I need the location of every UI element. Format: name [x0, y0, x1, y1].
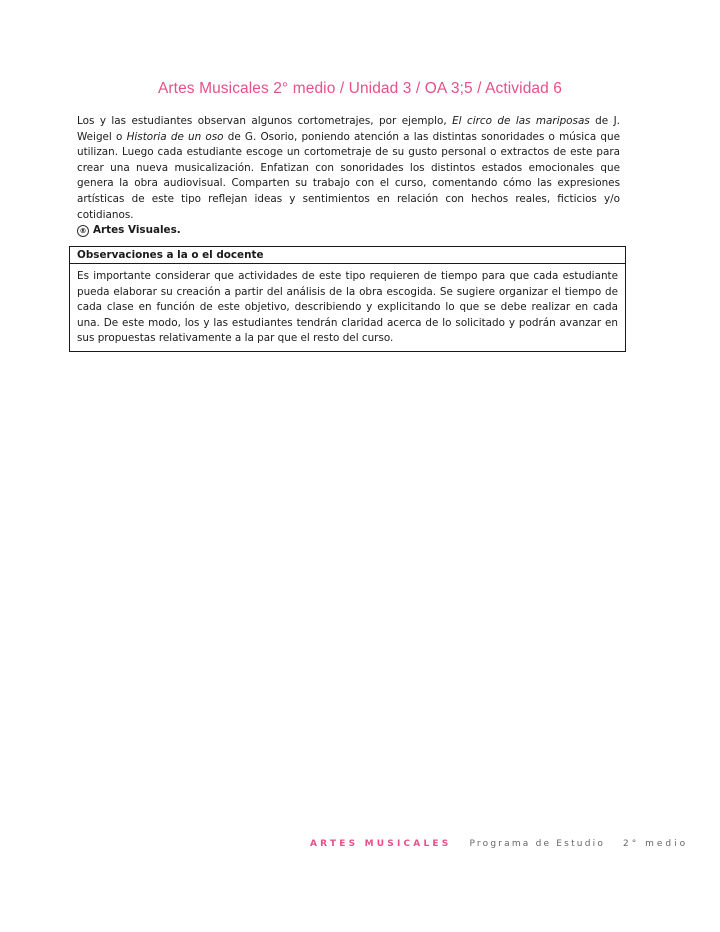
activity-text-1: Los y las estudiantes observan algunos cortometrajes, por ejemplo, — [77, 115, 453, 127]
activity-description — [77, 114, 620, 223]
footer-program: Programa de Estudio — [469, 839, 606, 849]
observations-header — [70, 247, 625, 264]
film-title-2: Historia de un oso — [126, 130, 224, 143]
connection-heading — [77, 224, 181, 237]
observations-text: Es importante considerar que actividades de este tipo requieren de tiempo para que cada estudiante pueda elaborar su creación a partir del análisis de la obra escogida. Se sugiere organizar el tiempo de cada clase en función de este objetivo, describiendo y explicitando lo que se debe realizar en cada una. De este modo, los y las estudiantes tendrán claridad acerca de lo solicitado y podrán avanzar en sus propuestas relativamente a la par que el resto del curso. — [77, 270, 618, 345]
connection-label: Artes Visuales. — [93, 224, 181, 236]
footer-grade: 2° medio — [623, 839, 689, 849]
page-title: Artes Musicales 2° medio / Unidad 3 / OA 3;5 / Actividad 6 — [157, 80, 562, 97]
film-title-1: El circo de las mariposas — [452, 115, 590, 127]
observations-title: Observaciones a la o el docente — [77, 249, 264, 261]
observations-box — [69, 246, 626, 352]
activity-text-2: de J. Weigel o — [77, 115, 620, 143]
page-footer — [310, 839, 688, 849]
footer-subject: ARTES MUSICALES — [310, 839, 452, 849]
activity-text-3: de G. Osorio, poniendo atención a las distintas sonoridades o música que utilizan. Luego cada estudiante escoge un cortometraje de su gusto personal o extractos de este para crear una nueva musicalización. Enfatizan con sonoridades los distintos estados emocionales que genera la obra audiovisual. Comparten su trabajo con el curso, comentando cómo las expresiones artísticas de este tipo reflejan ideas y sentimientos en relación con hechos reales, ficticios y/o cotidianos. — [77, 130, 620, 221]
connection-icon: ® — [77, 225, 89, 237]
